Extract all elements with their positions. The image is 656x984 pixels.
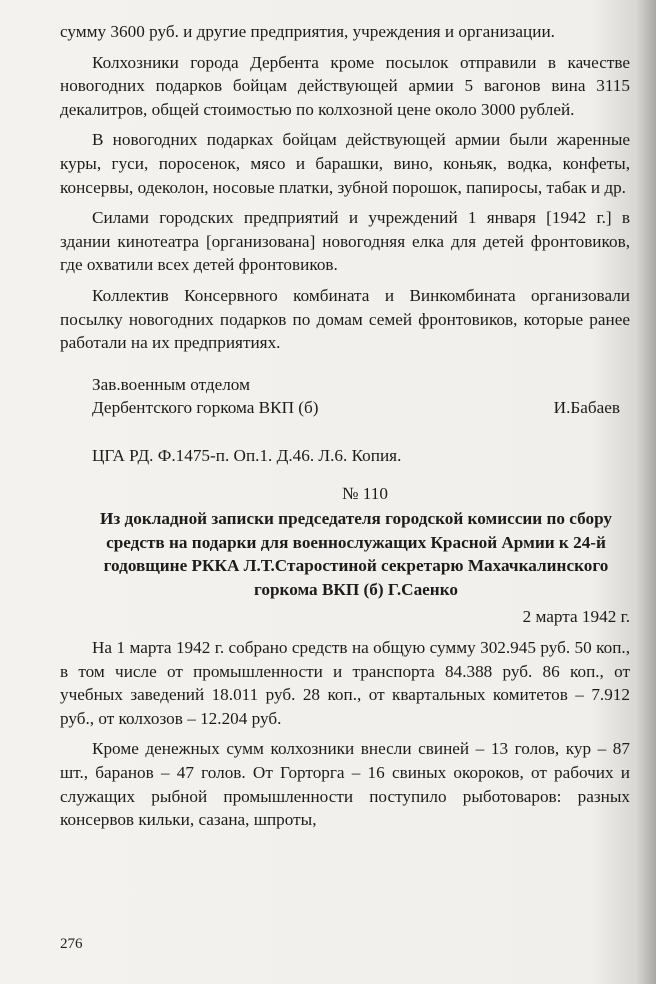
document-number: № 110: [342, 483, 388, 503]
page-number: 276: [60, 936, 83, 952]
document-date: 2 марта 1942 г.: [522, 607, 630, 627]
archive-source: ЦГА РД. Ф.1475-п. Оп.1. Д.46. Л.6. Копия.: [92, 445, 402, 465]
signer-name: И.Бабаев: [553, 398, 620, 418]
paragraph-continuation: сумму 3600 руб. и другие предприятия, учреждения и организации.: [60, 22, 555, 41]
signature-block: [60, 373, 630, 420]
paragraph-funds-collected: На 1 марта 1942 г. собрано средств на общую сумму 302.945 руб. 50 коп., в том числе от промышленности и транспорта 84.388 руб. 86 коп., от учебных заведений 18.011 руб. 28 коп., от квартальных комитетов – 7.912 руб., от колхозов – 12.204 руб.: [60, 638, 630, 728]
signer-position-line2: Дербентского горкома ВКП (б): [92, 398, 319, 418]
signature-row: [92, 396, 630, 420]
document-title: Из докладной записки председателя городской комиссии по сбору средств на подарки для военнослужащих Красной Армии к 24-й годовщине РККА Л.Т.Старостиной секретарю Махачкалинского горкома ВКП (б) Г.Саенко: [99, 509, 612, 599]
paragraph-gift-contents: В новогодних подарках бойцам действующей армии были жаренные куры, гуси, поросенок, мясо и барашки, вино, коньяк, водка, конфеты, консервы, одеколон, носовые платки, зубной порошок, папиросы, табак и др.: [60, 130, 630, 197]
paragraph-new-year-tree: Силами городских предприятий и учреждений 1 января [1942 г.] в здании кинотеатра [организована] новогодняя елка для детей фронтовиков, где охватили всех детей фронтовиков.: [60, 208, 630, 275]
paragraph-cannery-collective: Коллектив Консервного комбината и Винкомбината организовали посылку новогодних подарков по домам семей фронтовиков, которые ранее работали на их предприятиях.: [60, 285, 630, 353]
page-content: [60, 20, 630, 832]
paragraph-derbent-wine: Колхозники города Дербента кроме посылок отправили в качестве новогодних подарков бойцам действующей армии 5 вагонов вина 3115 декалитров, общей стоимостью по колхозной цене около 3000 рублей.: [60, 52, 630, 119]
signer-position-line1: Зав.военным отделом: [92, 374, 250, 394]
paragraph-in-kind-donations: Кроме денежных сумм колхозники внесли свиней – 13 голов, кур – 87 шт., баранов – 47 голов. От Горторга – 16 свиных окороков, от рабочих и служащих рыбной промышленности поступило рыботоваров: разных консервов кильки, сазана, шпроты,: [60, 739, 630, 830]
